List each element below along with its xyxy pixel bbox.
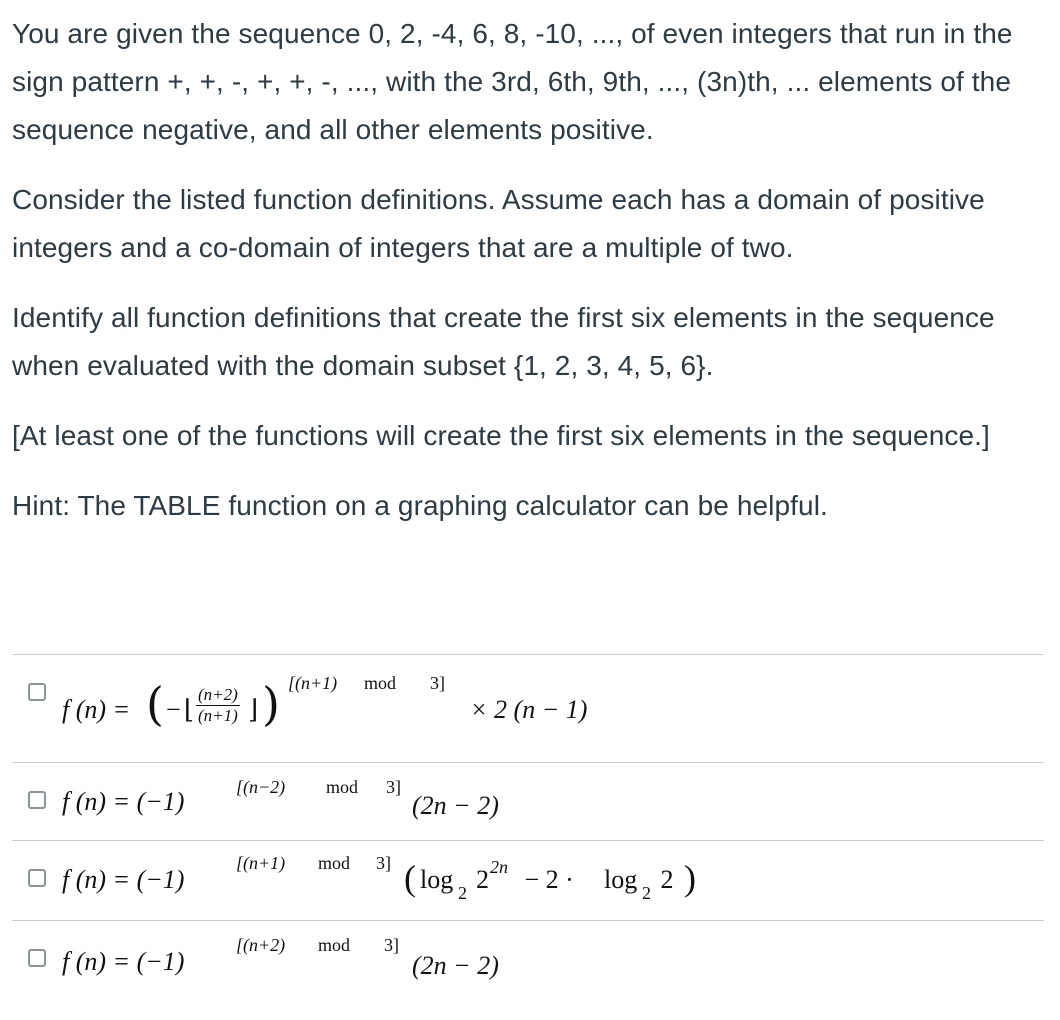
- answer-1-checkbox[interactable]: [28, 683, 46, 701]
- answer-1-exponent-right: 3]: [430, 673, 445, 693]
- answer-2-checkbox[interactable]: [28, 791, 46, 809]
- answer-3-log1: log: [420, 865, 454, 894]
- answer-1-close-paren: ): [262, 677, 280, 731]
- answer-option-3[interactable]: [12, 840, 1044, 920]
- answer-3-mid: − 2 ·: [518, 865, 581, 894]
- answer-3-log2: log: [604, 865, 638, 894]
- question-paragraph-2: Consider the listed function definitions. Assume each has a domain of positive integers and a co-domain of integers that are a multiple of two.: [12, 184, 985, 263]
- answer-3-exponent-left: [(n+1): [236, 853, 286, 873]
- answer-4-formula: [62, 935, 662, 991]
- answer-1-floor-left: ⌊: [184, 695, 195, 724]
- answer-option-2[interactable]: [12, 762, 1044, 840]
- question-paragraph-4: [At least one of the functions will create the first six elements in the sequence.]: [12, 420, 990, 451]
- answer-3-exponent-right: 3]: [376, 853, 391, 873]
- answer-2-formula: [62, 777, 662, 833]
- answer-3-log1-base: 2: [458, 883, 467, 903]
- answer-3-formula: [62, 853, 762, 913]
- answer-4-tail: (2n − 2): [412, 951, 499, 980]
- answer-1-floor-right: ⌋: [248, 695, 259, 724]
- question-paragraph-1: You are given the sequence 0, 2, -4, 6, 8, -10, ..., of even integers that run in the sign pattern +, +, -, +, +, -, ..., with the 3rd, 6th, 9th, ..., (3n)th, ... elements of the sequence negative, and all other elements positive.: [12, 18, 1013, 145]
- answer-2-tail: (2n − 2): [412, 791, 499, 820]
- answer-3-pow-base: 2: [476, 865, 489, 894]
- question-hint: Hint: The TABLE function on a graphing calculator can be helpful.: [12, 490, 828, 521]
- answer-3-log2-base: 2: [642, 883, 651, 903]
- answer-2-lhs: f (n) = (−1): [62, 787, 185, 816]
- answer-3-checkbox[interactable]: [28, 869, 46, 887]
- answer-1-open-paren: (: [146, 677, 164, 731]
- answer-1-fraction-num: (n+2): [198, 685, 238, 704]
- question-text: [12, 10, 1048, 552]
- answer-1-fraction: [196, 685, 240, 726]
- answer-1-exponent-mod: mod: [364, 673, 397, 693]
- question-paragraph-3: Identify all function definitions that create the first six elements in the sequence when evaluated with the domain subset {1, 2, 3, 4, 5, 6}.: [12, 302, 995, 381]
- answer-1-formula: [62, 673, 702, 753]
- answer-3-open-paren: (: [404, 858, 416, 898]
- answer-2-exponent-mod: mod: [326, 777, 359, 797]
- answer-3-lhs: f (n) = (−1): [62, 865, 185, 894]
- answer-1-tail: × 2 (n − 1): [470, 695, 588, 724]
- answer-3-log2-arg: 2: [654, 865, 674, 894]
- answer-4-checkbox[interactable]: [28, 949, 46, 967]
- answer-4-exponent-mod: mod: [318, 935, 351, 955]
- answer-option-1[interactable]: [12, 654, 1044, 762]
- answer-list: [12, 654, 1044, 1000]
- answer-3-pow-exp: 2n: [490, 857, 508, 877]
- answer-4-lhs: f (n) = (−1): [62, 947, 185, 976]
- answer-3-close-paren: ): [684, 858, 696, 898]
- answer-2-exponent-left: [(n−2): [236, 777, 286, 797]
- answer-option-4[interactable]: [12, 920, 1044, 1000]
- answer-1-minus: −: [166, 695, 181, 724]
- answer-1-fraction-den: (n+1): [198, 706, 238, 725]
- answer-2-exponent-right: 3]: [386, 777, 401, 797]
- answer-1-exponent-left: [(n+1): [288, 673, 338, 693]
- answer-1-lhs: f (n) =: [62, 695, 131, 724]
- answer-4-exponent-right: 3]: [384, 935, 399, 955]
- answer-4-exponent-left: [(n+2): [236, 935, 286, 955]
- answer-3-exponent-mod: mod: [318, 853, 351, 873]
